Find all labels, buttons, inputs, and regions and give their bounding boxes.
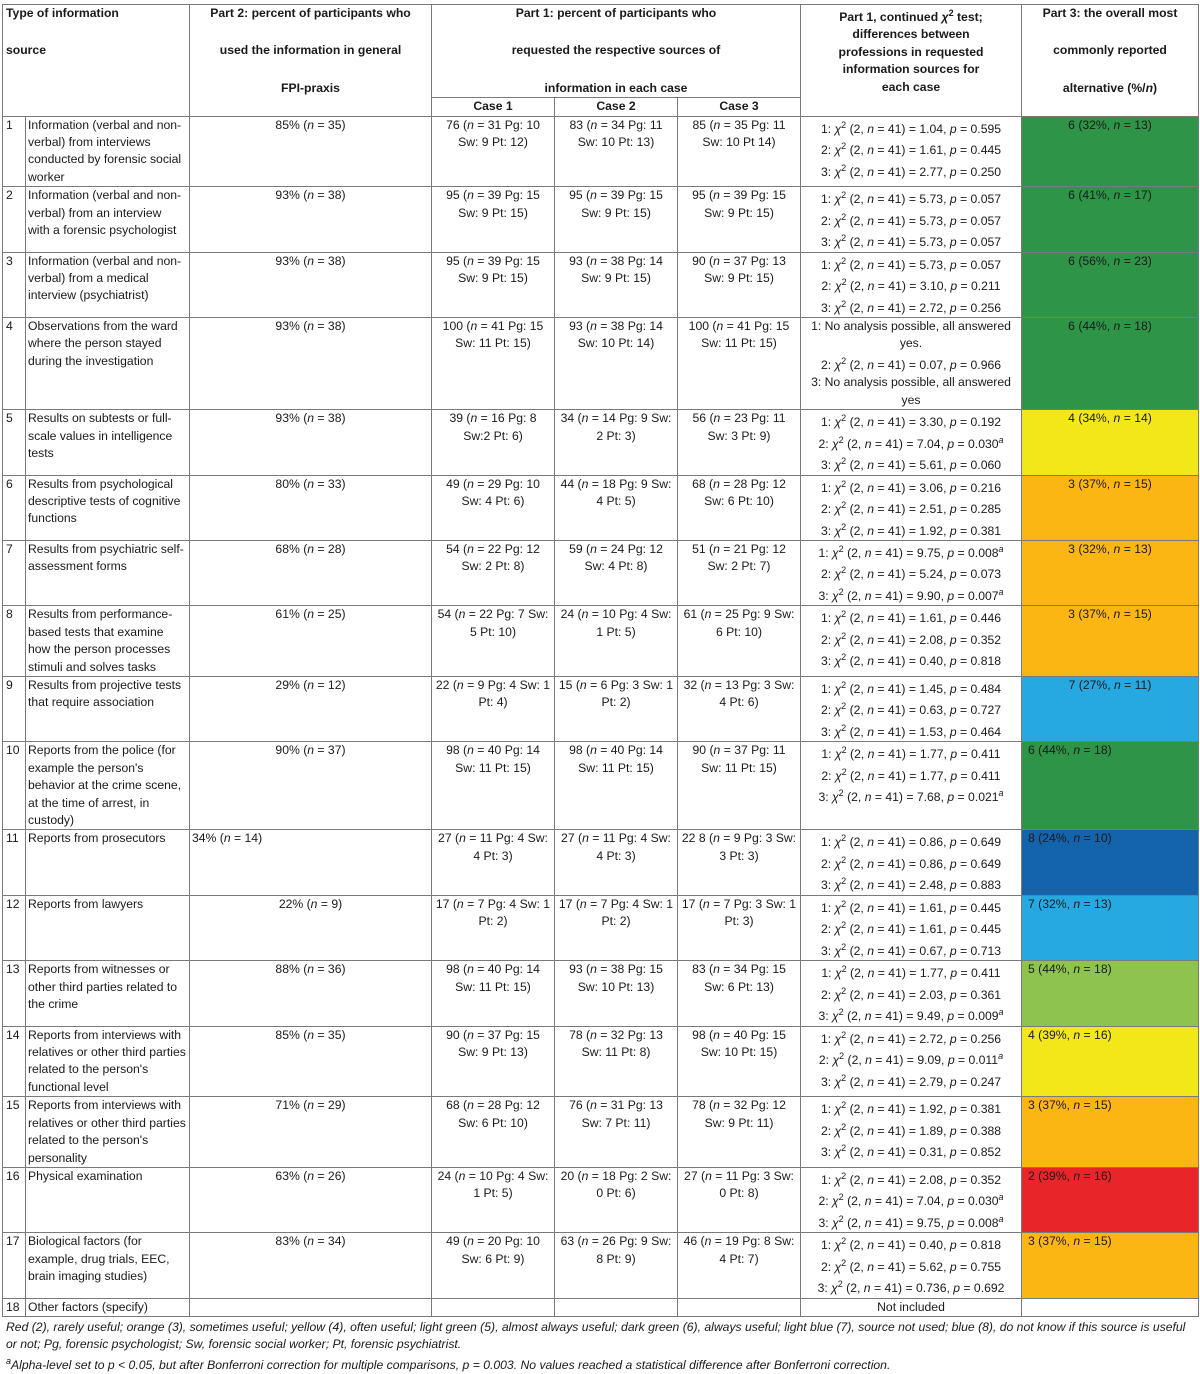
chi-square-line: 1: $\chi^2$ (2, n = 41) = 1.45, p = 0.484 [820,680,1002,697]
chi-square-line: 1: $\chi^2$ (2, n = 41) = 3.30, p = 0.192 [820,413,1002,430]
case-3-value: 90 (n = 37 Pg: 13 Sw: 9 Pt: 15) [678,252,801,317]
part2-percent: 85% (n = 35) [190,116,432,187]
case-2-value: 17 (n = 7 Pg: 4 Sw: 1 Pt: 2) [555,895,678,960]
part3-rating: 5 (44%, n = 18) [1022,961,1199,1026]
chi-square-line: 2: $\chi^2$ (2, n = 41) = 1.61, p = 0.445 [820,141,1002,158]
information-source: Information (verbal and non-verbal) from interviews conducted by forensic social worker [26,116,190,187]
row-number: 17 [3,1233,26,1298]
information-source: Biological factors (for example, drug trials, EEC, brain imaging studies) [26,1233,190,1298]
table-row [3,1097,1199,1168]
case-3-value: 22 8 (n = 9 Pg: 3 Sw: 3 Pt: 3) [678,830,801,895]
chi-square-line: 2: $\chi^2$ (2, n = 41) = 5.73, p = 0.057 [820,211,1002,228]
case-3-value: 46 (n = 19 Pg: 8 Sw: 4 Pt: 7) [678,1233,801,1298]
case-2-value: 34 (n = 14 Pg: 9 Sw: 2 Pt: 3) [555,410,678,475]
chi-square-line: 3: No analysis possible, all answered yes [811,375,1011,407]
table-body [3,116,1199,1317]
case-2-value: 93 (n = 38 Pg: 15 Sw: 10 Pt: 13) [555,961,678,1026]
chi-square-line: 3: $\chi^2$ (2, n = 41) = 9.49, p = 0.009$^a$ [818,1007,1004,1024]
header-part2 [190,5,432,117]
header-chi-line5: each case [881,79,941,94]
part3-rating: 6 (32%, n = 13) [1022,116,1199,187]
chi-square-results [801,410,1022,475]
case-1-value: 49 (n = 29 Pg: 10 Sw: 4 Pt: 6) [432,475,555,540]
row-number: 10 [3,742,26,830]
chi-square-line: 3: $\chi^2$ (2, n = 41) = 0.40, p = 0.818 [820,652,1002,669]
table-row [3,742,1199,830]
chi-square-line: 3: $\chi^2$ (2, n = 41) = 2.79, p = 0.247 [820,1072,1002,1089]
case-1-value: 98 (n = 40 Pg: 14 Sw: 11 Pt: 15) [432,742,555,830]
case-1-value: 22 (n = 9 Pg: 4 Sw: 1 Pt: 4) [432,677,555,742]
row-number: 3 [3,252,26,317]
chi-square-line: 3: $\chi^2$ (2, n = 41) = 9.75, p = 0.008$^a$ [818,1213,1004,1230]
table-row [3,830,1199,895]
chi-square-line: 1: $\chi^2$ (2, n = 41) = 9.75, p = 0.008$^a$ [818,543,1004,561]
bonferroni-footnote: $^a$Alpha-level set to p < 0.05, but after Bonferroni correction for multiple comparisons, p = 0.003. No values reached a statistical difference after Bonferroni correction. [6,1356,891,1373]
table-row [3,187,1199,252]
chi-square-line: 2: $\chi^2$ (2, n = 41) = 1.61, p = 0.445 [820,920,1002,937]
chi-square-line: 3: $\chi^2$ (2, n = 41) = 5.61, p = 0.060 [820,456,1002,473]
chi-square-line: 3: $\chi^2$ (2, n = 41) = 7.68, p = 0.021$^a$ [818,788,1004,805]
header-type-line1: Type of information [6,6,119,20]
information-source: Information (verbal and non-verbal) from an interview with a forensic psychologist [26,187,190,252]
case-3-value: 78 (n = 32 Pg: 12 Sw: 9 Pt: 11) [678,1097,801,1168]
part2-percent: 93% (n = 38) [190,410,432,475]
header-part3 [1022,5,1199,117]
part2-percent: 71% (n = 29) [190,1097,432,1168]
part2-percent: 68% (n = 28) [190,540,432,605]
case-3-value: 98 (n = 40 Pg: 15 Sw: 10 Pt: 15) [678,1026,801,1097]
header-row-top [3,5,1199,98]
part3-rating: 6 (56%, n = 23) [1022,252,1199,317]
header-case-2: Case 2 [555,98,678,116]
row-number: 13 [3,961,26,1026]
header-part3-line2: commonly reported [1053,43,1167,58]
case-1-value: 90 (n = 37 Pg: 15 Sw: 9 Pt: 13) [432,1026,555,1097]
part2-percent: 83% (n = 34) [190,1233,432,1298]
chi-square-line: 2: $\chi^2$ (2, n = 41) = 7.04, p = 0.030$^a$ [818,1192,1004,1209]
row-number: 15 [3,1097,26,1168]
chi-square-line: 1: $\chi^2$ (2, n = 41) = 3.06, p = 0.216 [820,478,1002,495]
case-1-value: 54 (n = 22 Pg: 7 Sw: 5 Pt: 10) [432,606,555,677]
part3-rating: 7 (27%, n = 11) [1022,677,1199,742]
information-source: Reports from witnesses or other third parties related to the crime [26,961,190,1026]
table-row [3,895,1199,960]
chi-square-line: 3: $\chi^2$ (2, n = 41) = 2.72, p = 0.256 [820,298,1002,315]
chi-square-line: 3: $\chi^2$ (2, n = 41) = 1.92, p = 0.381 [820,521,1002,538]
row-number: 6 [3,475,26,540]
part2-percent: 93% (n = 38) [190,318,432,410]
chi-square-line: 3: $\chi^2$ (2, n = 41) = 2.48, p = 0.883 [820,876,1002,893]
chi-square-line: 2: $\chi^2$ (2, n = 41) = 7.04, p = 0.030$^a$ [818,434,1004,451]
part2-percent: 80% (n = 33) [190,475,432,540]
chi-square-results [801,116,1022,187]
case-1-value: 39 (n = 16 Pg: 8 Sw:2 Pt: 6) [432,410,555,475]
row-number: 14 [3,1026,26,1097]
header-chi-line3: professions in requested [838,44,984,59]
chi-square-results [801,540,1022,605]
case-3-value: 100 (n = 41 Pg: 15 Sw: 11 Pt: 15) [678,318,801,410]
chi-square-line: 3: $\chi^2$ (2, n = 41) = 9.90, p = 0.007$^a$ [818,586,1004,603]
part2-percent: 22% (n = 9) [190,895,432,960]
table-row [3,961,1199,1026]
header-part3-line1: Part 3: the overall most [1042,6,1178,20]
chi-square-line: 1: $\chi^2$ (2, n = 41) = 1.61, p = 0.445 [820,898,1002,915]
chi-square-line: 2: $\chi^2$ (2, n = 41) = 2.08, p = 0.352 [820,630,1002,647]
table-row [3,252,1199,317]
part3-rating: 3 (37%, n = 15) [1022,606,1199,677]
case-3-value: 56 (n = 23 Pg: 11 Sw: 3 Pt: 9) [678,410,801,475]
header-chi-line2: differences between [852,27,970,42]
part3-rating: 8 (24%, n = 10) [1022,830,1199,895]
part2-percent: 93% (n = 38) [190,252,432,317]
chi-square-results [801,187,1022,252]
header-type-of-information [3,5,190,117]
case-2-value: 59 (n = 24 Pg: 12 Sw: 4 Pt: 8) [555,540,678,605]
chi-square-line: 2: $\chi^2$ (2, n = 41) = 0.07, p = 0.966 [820,355,1002,372]
case-1-value: 49 (n = 20 Pg: 10 Sw: 6 Pt: 9) [432,1233,555,1298]
row-number: 18 [3,1298,26,1316]
case-1-value: 95 (n = 39 Pg: 15 Sw: 9 Pt: 15) [432,252,555,317]
information-source: Other factors (specify) [26,1298,190,1316]
case-2-value: 95 (n = 39 Pg: 15 Sw: 9 Pt: 15) [555,187,678,252]
part3-rating: 4 (34%, n = 14) [1022,410,1199,475]
case-1-value: 27 (n = 11 Pg: 4 Sw: 4 Pt: 3) [432,830,555,895]
chi-square-results [801,318,1022,410]
header-part2-line3: FPI-praxis [281,80,340,95]
information-source: Reports from the police (for example the person's behavior at the crime scene, at the time of arrest, in custody) [26,742,190,830]
case-2-value: 44 (n = 18 Pg: 9 Sw: 4 Pt: 5) [555,475,678,540]
case-3-value: 68 (n = 28 Pg: 12 Sw: 6 Pt: 10) [678,475,801,540]
case-3-value: 83 (n = 34 Pg: 15 Sw: 6 Pt: 13) [678,961,801,1026]
part3-rating: 3 (32%, n = 13) [1022,540,1199,605]
case-2-value: 78 (n = 32 Pg: 13 Sw: 11 Pt: 8) [555,1026,678,1097]
row-number: 7 [3,540,26,605]
chi-square-line: 3: $\chi^2$ (2, n = 41) = 0.736, p = 0.692 [817,1279,1005,1296]
case-1-value: 100 (n = 41 Pg: 15 Sw: 11 Pt: 15) [432,318,555,410]
chi-square-line: 1: $\chi^2$ (2, n = 41) = 2.08, p = 0.352 [820,1170,1002,1187]
row-number: 9 [3,677,26,742]
part2-percent: 85% (n = 35) [190,1026,432,1097]
table-row [3,475,1199,540]
case-3-value: 95 (n = 39 Pg: 15 Sw: 9 Pt: 15) [678,187,801,252]
chi-square-results [801,475,1022,540]
part3-rating: 6 (44%, n = 18) [1022,318,1199,410]
table-row [3,116,1199,187]
information-source: Reports from interviews with relatives or other third parties related to the person's functional level [26,1026,190,1097]
chi-square-line: 1: $\chi^2$ (2, n = 41) = 1.77, p = 0.411 [821,745,1001,762]
case-1-value: 76 (n = 31 Pg: 10 Sw: 9 Pt: 12) [432,116,555,187]
row-number: 12 [3,895,26,960]
header-part1-line1: Part 1: percent of participants who [515,6,717,20]
chi-square-line: 2: $\chi^2$ (2, n = 41) = 2.51, p = 0.285 [820,500,1002,517]
header-part2-line1: Part 2: percent of participants who [210,6,411,20]
information-source: Physical examination [26,1167,190,1232]
header-type-line2: source [6,43,46,58]
case-2-value [555,1298,678,1316]
case-3-value: 27 (n = 11 Pg: 3 Sw: 0 Pt: 8) [678,1167,801,1232]
chi-square-line: 1: $\chi^2$ (2, n = 41) = 5.73, p = 0.057 [820,190,1002,207]
table-notes [2,1317,1198,1374]
chi-square-line: 1: $\chi^2$ (2, n = 41) = 1.92, p = 0.381 [820,1100,1002,1117]
row-number: 16 [3,1167,26,1232]
chi-square-results [801,830,1022,895]
chi-square-line: 3: $\chi^2$ (2, n = 41) = 2.77, p = 0.250 [820,162,1002,179]
chi-square-results [801,1298,1022,1316]
case-1-value: 24 (n = 10 Pg: 4 Sw: 1 Pt: 5) [432,1167,555,1232]
chi-square-line: 2: $\chi^2$ (2, n = 41) = 1.89, p = 0.388 [820,1121,1002,1138]
table-row [3,606,1199,677]
header-part1 [432,5,801,98]
chi-square-results [801,1026,1022,1097]
header-part2-line2: used the information in general [219,43,402,58]
table-row [3,540,1199,605]
part3-rating: 3 (37%, n = 15) [1022,1233,1199,1298]
case-3-value: 51 (n = 21 Pg: 12 Sw: 2 Pt: 7) [678,540,801,605]
table-row [3,1167,1199,1232]
chi-square-line: 1: $\chi^2$ (2, n = 41) = 1.04, p = 0.595 [820,119,1002,136]
part2-percent: 90% (n = 37) [190,742,432,830]
part3-rating: 4 (39%, n = 16) [1022,1026,1199,1097]
information-source: Reports from interviews with relatives or other third parties related to the person's personality [26,1097,190,1168]
header-case-1: Case 1 [432,98,555,116]
header-part3-line3: alternative (%/n) [1062,80,1158,95]
case-1-value: 98 (n = 40 Pg: 14 Sw: 11 Pt: 15) [432,961,555,1026]
case-1-value: 54 (n = 22 Pg: 12 Sw: 2 Pt: 8) [432,540,555,605]
color-legend-note: Red (2), rarely useful; orange (3), sometimes useful; yellow (4), often useful; light green (5), almost always useful; dark green (6), always useful; light blue (7), source not used; blue (8), do not know if this source is useful or not; Pg, forensic psychologist; Sw, forensic social worker; Pt, forensic psychiatrist. [6,1320,1186,1352]
case-1-value: 68 (n = 28 Pg: 12 Sw: 6 Pt: 10) [432,1097,555,1168]
chi-square-results [801,1233,1022,1298]
chi-square-results [801,606,1022,677]
part3-rating: 3 (37%, n = 15) [1022,475,1199,540]
case-2-value: 63 (n = 26 Pg: 9 Sw: 8 Pt: 9) [555,1233,678,1298]
chi-square-results [801,895,1022,960]
header-chi-line4: information sources for [842,62,980,77]
chi-square-line: 3: $\chi^2$ (2, n = 41) = 0.31, p = 0.852 [820,1143,1002,1160]
information-sources-table [2,4,1199,1317]
part3-rating: 6 (41%, n = 17) [1022,187,1199,252]
chi-square-line: 2: $\chi^2$ (2, n = 41) = 0.63, p = 0.727 [820,701,1002,718]
case-2-value: 27 (n = 11 Pg: 4 Sw: 4 Pt: 3) [555,830,678,895]
table-row [3,677,1199,742]
chi-square-results [801,1167,1022,1232]
chi-square-line: 1: $\chi^2$ (2, n = 41) = 0.86, p = 0.649 [820,833,1002,850]
chi-square-results [801,1097,1022,1168]
case-3-value: 61 (n = 25 Pg: 9 Sw: 6 Pt: 10) [678,606,801,677]
case-2-value: 93 (n = 38 Pg: 14 Sw: 10 Pt: 14) [555,318,678,410]
case-2-value: 24 (n = 10 Pg: 4 Sw: 1 Pt: 5) [555,606,678,677]
case-3-value: 17 (n = 7 Pg: 3 Sw: 1 Pt: 3) [678,895,801,960]
case-2-value: 20 (n = 18 Pg: 2 Sw: 0 Pt: 6) [555,1167,678,1232]
table-page [2,4,1198,1374]
part3-rating: 6 (44%, n = 18) [1022,742,1199,830]
chi-square-line: 3: $\chi^2$ (2, n = 41) = 0.67, p = 0.713 [820,941,1002,958]
case-2-value: 93 (n = 38 Pg: 14 Sw: 9 Pt: 15) [555,252,678,317]
row-number: 5 [3,410,26,475]
part2-percent: 88% (n = 36) [190,961,432,1026]
chi-square-line: 1: $\chi^2$ (2, n = 41) = 2.72, p = 0.256 [820,1029,1002,1046]
chi-square-line: 2: $\chi^2$ (2, n = 41) = 9.09, p = 0.011$^a$ [818,1051,1004,1068]
information-source: Results on subtests or full-scale values in intelligence tests [26,410,190,475]
header-case-3: Case 3 [678,98,801,116]
chi-square-line: 1: $\chi^2$ (2, n = 41) = 5.73, p = 0.057 [820,255,1002,272]
chi-square-line: 2: $\chi^2$ (2, n = 41) = 5.24, p = 0.073 [820,565,1002,582]
part3-rating [1022,1298,1199,1316]
part2-percent: 29% (n = 12) [190,677,432,742]
part2-percent [190,1298,432,1316]
part3-rating: 7 (32%, n = 13) [1022,895,1199,960]
case-2-value: 76 (n = 31 Pg: 13 Sw: 7 Pt: 11) [555,1097,678,1168]
row-number: 11 [3,830,26,895]
row-number: 2 [3,187,26,252]
case-2-value: 83 (n = 34 Pg: 11 Sw: 10 Pt: 13) [555,116,678,187]
chi-square-line: 1: $\chi^2$ (2, n = 41) = 0.40, p = 0.818 [820,1236,1002,1253]
chi-square-line: 1: No analysis possible, all answered yes. [811,319,1011,351]
case-1-value: 95 (n = 39 Pg: 15 Sw: 9 Pt: 15) [432,187,555,252]
chi-square-results [801,961,1022,1026]
chi-square-line: Not included [877,1299,945,1314]
case-3-value [678,1298,801,1316]
row-number: 4 [3,318,26,410]
case-2-value: 98 (n = 40 Pg: 14 Sw: 11 Pt: 15) [555,742,678,830]
chi-square-line: 2: $\chi^2$ (2, n = 41) = 1.77, p = 0.411 [821,766,1001,783]
table-row [3,1298,1199,1316]
chi-square-line: 3: $\chi^2$ (2, n = 41) = 5.73, p = 0.057 [820,233,1002,250]
information-source: Reports from lawyers [26,895,190,960]
part2-percent: 63% (n = 26) [190,1167,432,1232]
chi-square-results [801,252,1022,317]
case-3-value: 85 (n = 35 Pg: 11 Sw: 10 Pt 14) [678,116,801,187]
row-number: 8 [3,606,26,677]
table-row [3,1233,1199,1298]
chi-square-line: 2: $\chi^2$ (2, n = 41) = 3.10, p = 0.211 [821,277,1001,294]
header-chi-square [801,5,1022,117]
chi-square-line: 1: $\chi^2$ (2, n = 41) = 1.61, p = 0.446 [820,609,1002,626]
part2-percent: 93% (n = 38) [190,187,432,252]
chi-square-line: 1: $\chi^2$ (2, n = 41) = 1.77, p = 0.411 [821,964,1001,981]
part3-rating: 3 (37%, n = 15) [1022,1097,1199,1168]
information-source: Results from projective tests that require association [26,677,190,742]
case-3-value: 90 (n = 37 Pg: 11 Sw: 11 Pt: 15) [678,742,801,830]
case-1-value [432,1298,555,1316]
information-source: Results from psychiatric self-assessment forms [26,540,190,605]
case-3-value: 32 (n = 13 Pg: 3 Sw: 4 Pt: 6) [678,677,801,742]
chi-square-results [801,742,1022,830]
chi-square-results [801,677,1022,742]
table-row [3,410,1199,475]
part2-percent: 61% (n = 25) [190,606,432,677]
table-row [3,1026,1199,1097]
case-2-value: 15 (n = 6 Pg: 3 Sw: 1 Pt: 2) [555,677,678,742]
header-part1-line3: information in each case [544,80,688,95]
part3-rating: 2 (39%, n = 16) [1022,1167,1199,1232]
part2-percent: 34% (n = 14) [190,830,432,895]
header-part1-line2: requested the respective sources of [511,43,721,58]
chi-square-line: 3: $\chi^2$ (2, n = 41) = 1.53, p = 0.464 [820,722,1002,739]
information-source: Reports from prosecutors [26,830,190,895]
header-chi-line1: Part 1, continued $\chi^2$ test; [839,8,983,25]
case-1-value: 17 (n = 7 Pg: 4 Sw: 1 Pt: 2) [432,895,555,960]
information-source: Results from psychological descriptive tests of cognitive functions [26,475,190,540]
chi-square-line: 2: $\chi^2$ (2, n = 41) = 0.86, p = 0.649 [820,854,1002,871]
information-source: Results from performance-based tests that examine how the person processes stimuli and solves tasks [26,606,190,677]
chi-square-line: 2: $\chi^2$ (2, n = 41) = 5.62, p = 0.755 [820,1257,1002,1274]
chi-square-line: 2: $\chi^2$ (2, n = 41) = 2.03, p = 0.361 [820,985,1002,1002]
information-source: Information (verbal and non-verbal) from a medical interview (psychiatrist) [26,252,190,317]
table-row [3,318,1199,410]
information-source: Observations from the ward where the person stayed during the investigation [26,318,190,410]
row-number: 1 [3,116,26,187]
